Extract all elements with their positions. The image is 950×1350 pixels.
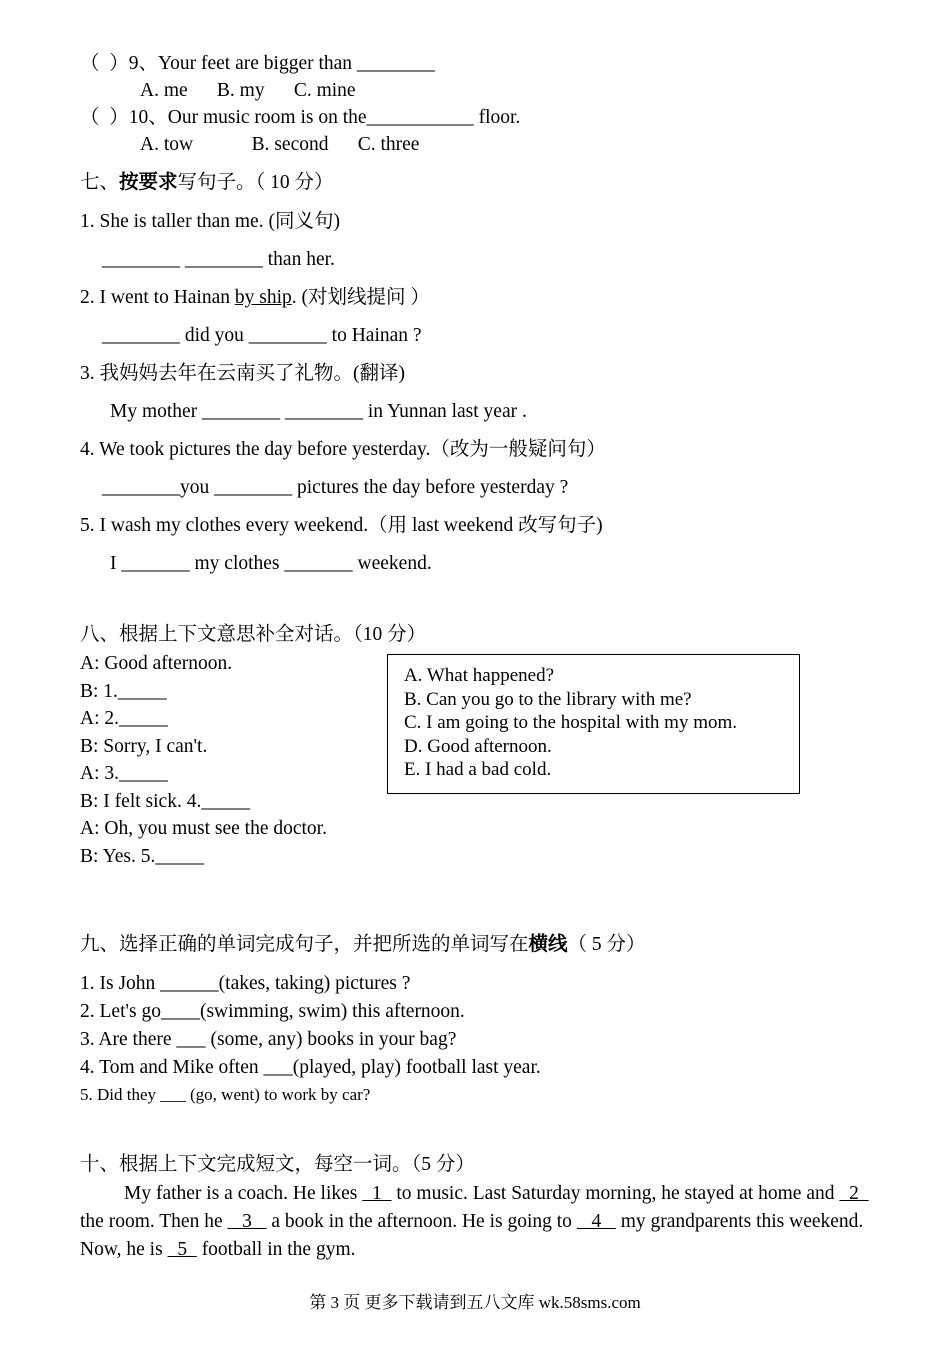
page-footer: 第 3 页 更多下载请到五八文库 wk.58sms.com xyxy=(309,1293,641,1312)
s7-item-2-question xyxy=(80,284,872,312)
dialog-line[interactable]: A: 3._____ xyxy=(80,763,168,784)
s9-item-5[interactable]: 5. Did they ___ (go, went) to work by car? xyxy=(80,1085,371,1104)
passage-text: a book in the afternoon. He is going to xyxy=(266,1211,577,1232)
s7-item-2-post: . (对划线提问 ） xyxy=(291,287,430,308)
question-10-options: A. tow B. second C. three xyxy=(140,134,420,155)
dialog-block xyxy=(80,650,872,870)
s7-item-2-answer[interactable]: ________ did you ________ to Hainan ? xyxy=(102,325,422,346)
section-seven-heading xyxy=(80,168,872,198)
choice-item: B. Can you go to the library with me? xyxy=(404,688,692,710)
passage-text: football in the gym. xyxy=(196,1239,356,1260)
s7-item-3-answer[interactable]: My mother ________ ________ in Yunnan last year . xyxy=(110,401,527,422)
section-seven-prefix: 七、 xyxy=(80,172,120,193)
dialog-line[interactable]: A: 2._____ xyxy=(80,708,168,729)
s7-item-5-question: 5. I wash my clothes every weekend.（用 last weekend 改写句子) xyxy=(80,515,603,536)
s7-item-2-underlined: by ship xyxy=(234,287,292,308)
section-seven-rest: 写句子。（ 10 分） xyxy=(177,172,334,193)
choice-item: C. I am going to the hospital with my mom. xyxy=(404,712,738,733)
s7-item-1-answer[interactable]: ________ ________ than her. xyxy=(102,249,335,270)
choice-box xyxy=(387,654,800,794)
s7-item-4-question: 4. We took pictures the day before yesterday.（改为一般疑问句） xyxy=(80,439,606,460)
question-9: （ ）9、Your feet are bigger than ________ xyxy=(80,53,435,74)
dialog-line[interactable]: B: Yes. 5._____ xyxy=(80,845,205,867)
dialog-line: B: Sorry, I can't. xyxy=(80,735,208,757)
passage-text: My father is a coach. He likes xyxy=(124,1183,363,1204)
s9-item-3[interactable]: 3. Are there ___ (some, any) books in your bag? xyxy=(80,1029,457,1050)
section-nine-heading xyxy=(80,930,872,960)
choice-item: D. Good afternoon. xyxy=(404,735,552,757)
choice-item: E. I had a bad cold. xyxy=(404,759,552,780)
passage-blank-4[interactable]: 4 xyxy=(591,1211,602,1232)
passage-text: the room. Then he xyxy=(80,1211,228,1232)
question-10: （ ）10、Our music room is on the___________ floor. xyxy=(80,107,521,128)
s7-item-5-answer[interactable]: I _______ my clothes _______ weekend. xyxy=(110,553,432,574)
section-nine-bold: 横线 xyxy=(528,934,568,955)
s7-item-2-pre: 2. I went to Hainan xyxy=(80,287,235,308)
section-nine-post: （ 5 分） xyxy=(567,934,646,955)
dialog-line: A: Good afternoon. xyxy=(80,653,233,674)
s9-item-4[interactable]: 4. Tom and Mike often ___(played, play) football last year. xyxy=(80,1057,541,1078)
s9-item-2[interactable]: 2. Let's go____(swimming, swim) this afternoon. xyxy=(80,1001,465,1022)
section-nine-pre: 九、选择正确的单词完成句子，并把所选的单词写在 xyxy=(80,934,529,955)
dialog-line[interactable]: B: I felt sick. 4._____ xyxy=(80,790,251,812)
s9-item-1[interactable]: 1. Is John ______(takes, taking) pictures ? xyxy=(80,973,411,994)
section-ten-heading: 十、根据上下文完成短文，每空一词。（5 分） xyxy=(80,1154,475,1175)
choice-item: A. What happened? xyxy=(404,665,555,686)
section-ten-passage xyxy=(80,1180,872,1264)
question-9-options: A. me B. my C. mine xyxy=(140,80,356,101)
s7-item-3-question: 3. 我妈妈去年在云南买了礼物。(翻译) xyxy=(80,363,405,384)
s7-item-1-question: 1. She is taller than me. (同义句) xyxy=(80,211,340,232)
passage-text: to music. Last Saturday morning, he stayed at home and xyxy=(391,1183,840,1204)
passage-text: my grandparents this weekend. Now, he is xyxy=(80,1211,864,1260)
passage-blank-3[interactable]: 3 xyxy=(242,1211,252,1232)
dialog-line: A: Oh, you must see the doctor. xyxy=(80,818,327,839)
passage-blank-5[interactable]: 5 xyxy=(177,1239,188,1260)
passage-blank-1[interactable]: 1 xyxy=(372,1183,382,1204)
passage-blank-2[interactable]: 2 xyxy=(849,1183,859,1204)
section-seven-bold: 按要求 xyxy=(119,172,178,193)
dialog-line[interactable]: B: 1._____ xyxy=(80,680,167,702)
section-eight-heading: 八、根据上下文意思补全对话。（10 分） xyxy=(80,624,427,645)
s7-item-4-answer[interactable]: ________you ________ pictures the day before yesterday ? xyxy=(102,477,569,498)
